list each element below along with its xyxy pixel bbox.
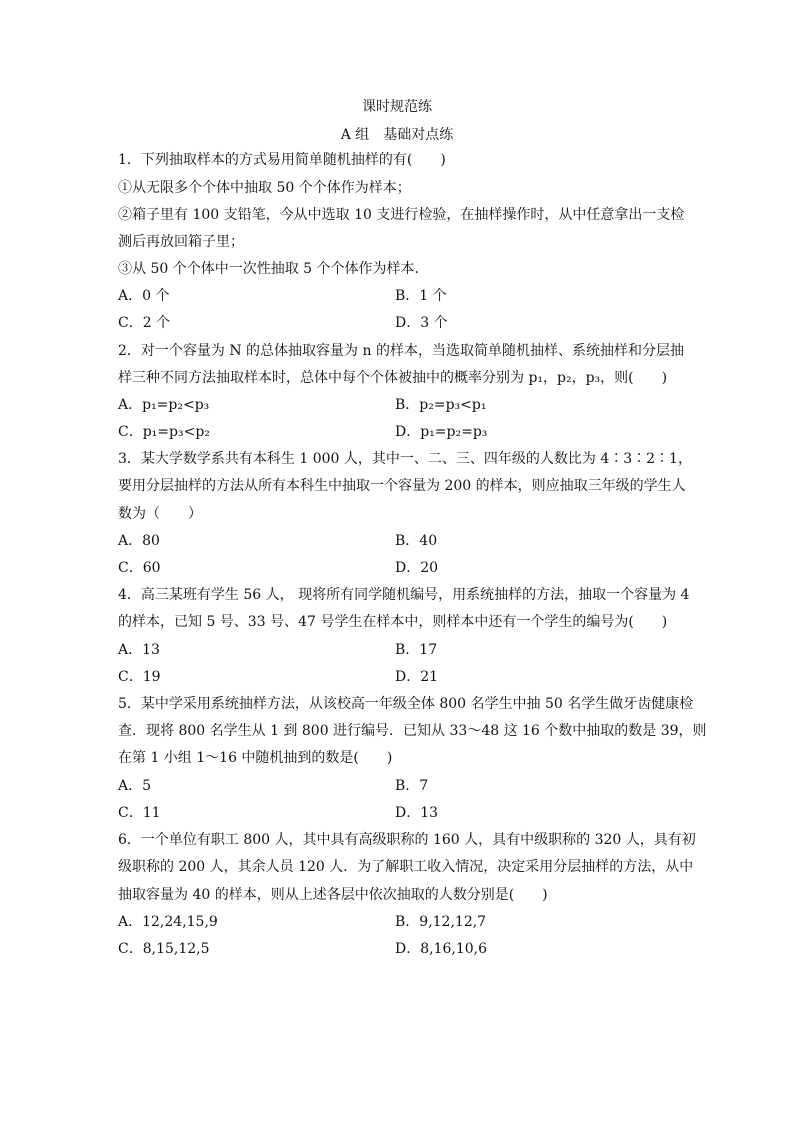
- q5-option-d: D．13: [395, 805, 439, 821]
- q2-option-a: A．p₁=p₂<p₃: [118, 397, 210, 413]
- q1-item-3: ③从 50 个个体中一次性抽取 5 个个体作为样本．: [118, 261, 429, 277]
- q3-option-b: B．40: [395, 533, 438, 549]
- q2-option-b: B．p₂=p₃<p₁: [395, 397, 487, 413]
- q5-option-b: B．7: [395, 778, 429, 794]
- q1-stem: 1．下列抽取样本的方式易用简单随机抽样的有( ): [118, 152, 446, 168]
- q4-stem-line-1: 4．高三某班有学生 56 人， 现将所有同学随机编号，用系统抽样的方法，抽取一个容量为 4: [118, 587, 690, 603]
- q3-stem-line-2: 要用分层抽样的方法从所有本科生中抽取一个容量为 200 的样本，则应抽取三年级的学生人: [118, 478, 686, 494]
- q3-option-a: A．80: [118, 533, 160, 549]
- q6-option-a: A．12,24,15,9: [118, 914, 218, 930]
- q1-option-b: B．1 个: [395, 288, 447, 304]
- q1-option-a: A．0 个: [118, 288, 170, 304]
- q5-stem-line-2: 查．现将 800 名学生从 1 到 800 进行编号．已知从 33～48 这 16 个数中抽取的数是 39，则: [118, 723, 707, 739]
- q5-option-c: C．11: [118, 805, 161, 821]
- q3-stem-line-3: 数为（ ）: [118, 506, 202, 522]
- q5-option-a: A．5: [118, 778, 152, 794]
- q6-option-d: D．8,16,10,6: [395, 941, 488, 957]
- q4-stem-line-2: 的样本，已知 5 号、33 号、47 号学生在样本中，则样本中还有一个学生的编号为( ): [118, 614, 668, 630]
- q1-item-2-line-2: 测后再放回箱子里；: [118, 234, 244, 250]
- q2-stem-line-1: 2．对一个容量为 N 的总体抽取容量为 n 的样本，当选取简单随机抽样、系统抽样和分层抽: [118, 343, 684, 359]
- q2-option-d: D．p₁=p₂=p₃: [395, 424, 488, 440]
- q6-stem-line-3: 抽取容量为 40 的样本，则从上述各层中依次抽取的人数分别是( ): [118, 887, 548, 903]
- q5-stem-line-1: 5．某中学采用系统抽样方法，从该校高一年级全体 800 名学生中抽 50 名学生做牙齿健康检: [118, 696, 694, 712]
- q1-item-2-line-1: ②箱子里有 100 支铅笔，今从中选取 10 支进行检验，在抽样操作时，从中任意拿出一支检: [118, 207, 685, 223]
- section-subtitle: A 组 基础对点练: [340, 127, 454, 143]
- q3-option-c: C．60: [118, 560, 161, 576]
- q4-option-d: D．21: [395, 669, 439, 685]
- q2-option-c: C．p₁=p₃<p₂: [118, 424, 210, 440]
- q5-stem-line-3: 在第 1 小组 1～16 中随机抽到的数是( ): [118, 750, 393, 766]
- q1-item-1: ①从无限多个个体中抽取 50 个个体作为样本；: [118, 180, 411, 196]
- q3-option-d: D．20: [395, 560, 439, 576]
- q6-option-b: B．9,12,12,7: [395, 914, 487, 930]
- q6-stem-line-1: 6．一个单位有职工 800 人，其中具有高级职称的 160 人，具有中级职称的 320 人，具有初: [118, 832, 696, 848]
- q6-stem-line-2: 级职称的 200 人，其余人员 120 人．为了解职工收入情况，决定采用分层抽样的方法，从中: [118, 859, 694, 875]
- q2-stem-line-2: 样三种不同方法抽取样本时，总体中每个个体被抽中的概率分别为 p₁，p₂，p₃，则( ): [118, 370, 668, 386]
- q6-option-c: C．8,15,12,5: [118, 941, 210, 957]
- q3-stem-line-1: 3．某大学数学系共有本科生 1 000 人，其中一、二、三、四年级的人数比为 4∶3∶2∶1，: [118, 451, 692, 467]
- q4-option-c: C．19: [118, 669, 161, 685]
- q4-option-a: A．13: [118, 642, 160, 658]
- q1-option-c: C．2 个: [118, 315, 171, 331]
- page-title: 课时规范练: [362, 99, 432, 115]
- q1-option-d: D．3 个: [395, 315, 448, 331]
- q4-option-b: B．17: [395, 642, 438, 658]
